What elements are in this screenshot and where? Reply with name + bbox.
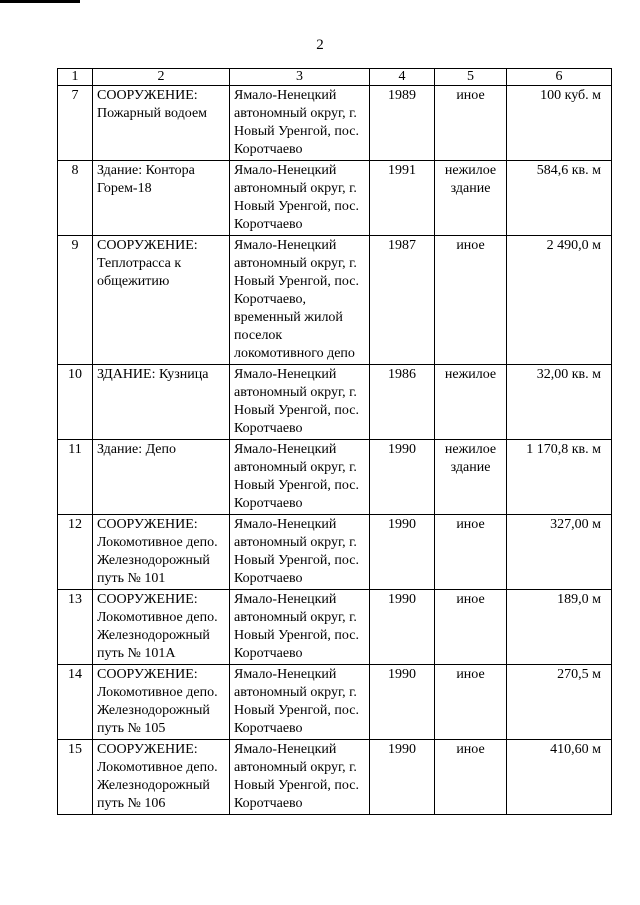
object-size: 2 490,0 м [507,236,612,365]
column-header: 5 [435,69,507,86]
object-purpose: нежилое здание [435,161,507,236]
row-number: 13 [58,590,93,665]
object-address: Ямало-Ненецкий автономный округ, г. Новый Уренгой, пос. Коротчаево [230,665,370,740]
object-size: 410,60 м [507,740,612,815]
object-purpose: нежилое [435,365,507,440]
object-size: 1 170,8 кв. м [507,440,612,515]
object-size: 270,5 м [507,665,612,740]
table-row [58,86,612,161]
row-number: 7 [58,86,93,161]
object-name: СООРУЖЕНИЕ: Локомотивное депо. Железнодорожный путь № 106 [93,740,230,815]
row-number: 12 [58,515,93,590]
row-number: 10 [58,365,93,440]
object-purpose: нежилое здание [435,440,507,515]
object-name: ЗДАНИЕ: Кузница [93,365,230,440]
object-address: Ямало-Ненецкий автономный округ, г. Новый Уренгой, пос. Коротчаево [230,161,370,236]
object-year: 1990 [370,740,435,815]
row-number: 11 [58,440,93,515]
object-size: 100 куб. м [507,86,612,161]
table-row [58,236,612,365]
row-number: 15 [58,740,93,815]
object-address: Ямало-Ненецкий автономный округ, г. Новый Уренгой, пос. Коротчаево [230,515,370,590]
object-purpose: иное [435,665,507,740]
object-name: Здание: Контора Горем-18 [93,161,230,236]
object-address: Ямало-Ненецкий автономный округ, г. Новый Уренгой, пос. Коротчаево [230,365,370,440]
object-purpose: иное [435,515,507,590]
property-table [57,68,612,815]
object-year: 1990 [370,440,435,515]
column-header: 2 [93,69,230,86]
object-year: 1990 [370,590,435,665]
object-year: 1990 [370,515,435,590]
object-name: СООРУЖЕНИЕ: Локомотивное депо. Железнодорожный путь № 101 [93,515,230,590]
object-size: 327,00 м [507,515,612,590]
corner-mark [0,0,80,3]
object-size: 189,0 м [507,590,612,665]
object-size: 584,6 кв. м [507,161,612,236]
column-header: 4 [370,69,435,86]
column-header: 1 [58,69,93,86]
object-purpose: иное [435,86,507,161]
row-number: 9 [58,236,93,365]
table-row [58,161,612,236]
table-header-row [58,69,612,86]
object-address: Ямало-Ненецкий автономный округ, г. Новый Уренгой, пос. Коротчаево, временный жилой поселок локомотивного депо [230,236,370,365]
object-year: 1987 [370,236,435,365]
object-name: Здание: Депо [93,440,230,515]
row-number: 8 [58,161,93,236]
object-year: 1986 [370,365,435,440]
object-name: СООРУЖЕНИЕ: Локомотивное депо. Железнодорожный путь № 101А [93,590,230,665]
page-number: 2 [316,37,324,53]
table-row [58,515,612,590]
table-row [58,590,612,665]
object-size: 32,00 кв. м [507,365,612,440]
object-purpose: иное [435,740,507,815]
object-name: СООРУЖЕНИЕ: Пожарный водоем [93,86,230,161]
column-header: 3 [230,69,370,86]
table-row [58,665,612,740]
object-year: 1990 [370,665,435,740]
object-address: Ямало-Ненецкий автономный округ, г. Новый Уренгой, пос. Коротчаево [230,590,370,665]
object-address: Ямало-Ненецкий автономный округ, г. Новый Уренгой, пос. Коротчаево [230,86,370,161]
table-row [58,365,612,440]
column-header: 6 [507,69,612,86]
object-purpose: иное [435,236,507,365]
object-purpose: иное [435,590,507,665]
object-address: Ямало-Ненецкий автономный округ, г. Новый Уренгой, пос. Коротчаево [230,440,370,515]
object-year: 1989 [370,86,435,161]
object-name: СООРУЖЕНИЕ: Теплотрасса к общежитию [93,236,230,365]
table-row [58,440,612,515]
row-number: 14 [58,665,93,740]
table-row [58,740,612,815]
object-address: Ямало-Ненецкий автономный округ, г. Новый Уренгой, пос. Коротчаево [230,740,370,815]
object-name: СООРУЖЕНИЕ: Локомотивное депо. Железнодорожный путь № 105 [93,665,230,740]
object-year: 1991 [370,161,435,236]
